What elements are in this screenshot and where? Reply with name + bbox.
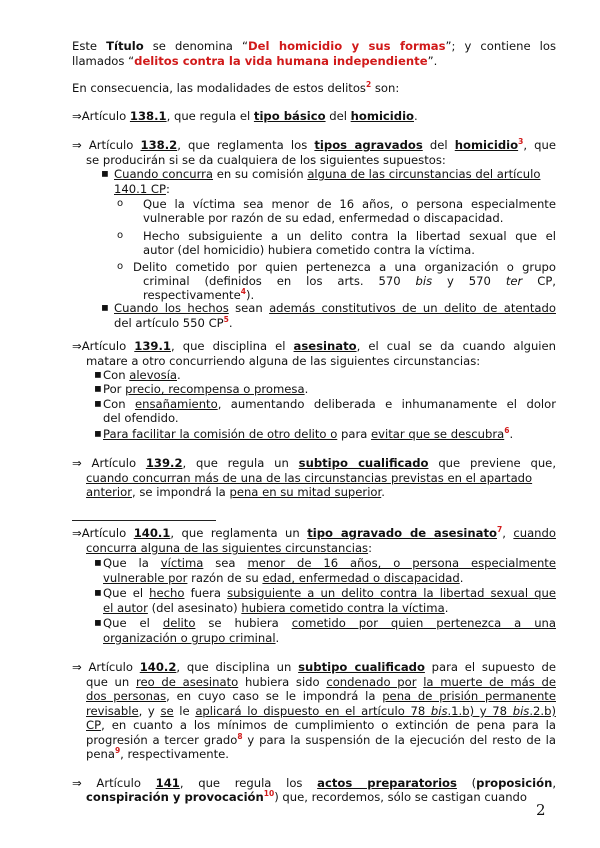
article-ref-140-2: 140.2: [139, 660, 177, 674]
page-number: 2: [536, 801, 546, 819]
arrow-icon: ⇒: [72, 109, 82, 123]
footnote-ref-10[interactable]: 10: [263, 789, 275, 799]
titulo-term: Título: [106, 39, 144, 53]
title-name-highlight: Del homicidio y sus formas: [247, 39, 446, 53]
supuesto-1-line-2: 140.1 CP:: [114, 182, 170, 196]
footnote-ref-2[interactable]: 2: [365, 80, 372, 90]
footnote-ref-3[interactable]: 3: [518, 137, 524, 147]
circunstancia-alevosia: Con alevosía.: [103, 368, 181, 382]
arrow-icon: ⇒: [72, 339, 82, 353]
footnote-ref-8[interactable]: 8: [237, 732, 243, 742]
circunstancia-ensanamiento: Con ensañamiento, aumentando deliberada e inhumanamente el dolor: [103, 397, 556, 411]
article-ref-141: 141: [155, 776, 180, 790]
articulo-140-2-line-4: revisable, y se le aplicará lo dispuesto en el artículo 78 bis.1.b) y 78 bis.2.b): [86, 704, 556, 718]
articulo-141-line: ⇒ Artículo 141, que regula los actos preparatorios (proposición,: [72, 776, 557, 790]
bullet-icon: ▪: [94, 426, 102, 440]
subcase-2-line-1: Hecho subsiguiente a un delito contra la libertad sexual que el: [143, 229, 556, 243]
articulo-140-2-line-5: CP, en cuanto a los mínimos de cumplimiento o extinción de pena para la: [86, 718, 556, 732]
bullet-icon: ▪: [94, 615, 102, 629]
article-ref-138-1: 138.1: [129, 109, 167, 123]
delitos-highlight: delitos contra la vida humana independiente: [134, 54, 428, 68]
article-ref-140-1: 140.1: [133, 526, 171, 540]
articulo-140-2-line-3: dos personas, en cuyo caso se le impondrá la pena de prisión permanente: [86, 689, 556, 703]
article-ref-139-1: 139.1: [134, 339, 171, 353]
subcase-1-line-2: vulnerable por razón de su edad, enfermedad o discapacidad.: [143, 211, 504, 225]
articulo-138-2-line: ⇒ Artículo 138.2, que reglamenta los tipos agravados del homicidio$^3$, que: [72, 137, 556, 152]
arrow-icon: ⇒: [72, 138, 82, 152]
footnote-ref-6[interactable]: 6: [504, 426, 510, 436]
circle-bullet-icon: o: [117, 261, 124, 272]
article-ref-138-2: 138.2: [140, 138, 178, 152]
articulo-139-1-line-2: matare a otro concurriendo alguna de las siguientes circunstancias:: [86, 354, 481, 368]
articulo-139-2-line-2: cuando concurran más de una de las circunstancias previstas en el apartado: [86, 471, 533, 485]
subcase-2-line-2: autor (del homicidio) hubiera cometido contra la víctima.: [143, 243, 475, 257]
footnote-ref-9[interactable]: 9: [114, 746, 121, 756]
articulo-139-2-line: ⇒ Artículo 139.2, que regula un subtipo cualificado que previene que,: [72, 456, 557, 470]
circle-bullet-icon: o: [117, 230, 124, 241]
agravante-1-line-1: Que la víctima sea menor de 16 años, o persona especialmente: [103, 556, 556, 570]
agravante-2-line-1: Que el hecho fuera subsiguiente a un delito contra la libertad sexual que: [103, 586, 556, 600]
articulo-139-1-line: ⇒Artículo 139.1, que disciplina el asesinato, el cual se da cuando alguien: [72, 339, 557, 353]
supuesto-2-line-1: Cuando los hechos sean además constitutivos de un delito de atentado: [114, 301, 556, 315]
bullet-icon: ▪: [94, 585, 102, 599]
articulo-139-2-line-3: anterior, se impondrá la pena en su mitad superior.: [86, 485, 385, 499]
modalidades-line: En consecuencia, las modalidades de estos delitos$^2$ son:: [72, 80, 400, 95]
supuesto-1-line-1: Cuando concurra en su comisión alguna de las circunstancias del artículo: [114, 167, 541, 181]
subcase-3-line-2: criminal (definidos en los arts. 570 bis y 570 ter CP,: [143, 274, 556, 288]
circle-bullet-icon: o: [117, 198, 124, 209]
supuesto-2-line-2: del artículo 550 CP$^5$.: [114, 315, 233, 330]
bullet-icon: ▪: [94, 381, 102, 395]
arrow-icon: ⇒: [72, 660, 82, 674]
intro-line-2: llamados “delitos contra la vida humana independiente”.: [72, 54, 438, 68]
bullet-icon: ▪: [94, 367, 102, 381]
circunstancia-precio: Por precio, recompensa o promesa.: [103, 382, 309, 396]
articulo-140-1-line-2: concurra alguna de las siguientes circunstancias:: [86, 541, 372, 555]
intro-line-1: Este Título se denomina “Del homicidio y sus formas”; y contiene los: [72, 39, 557, 53]
footnote-separator: [72, 520, 216, 521]
footnote-ref-4[interactable]: 4: [240, 287, 246, 297]
bullet-icon: ▪: [94, 555, 102, 569]
bullet-icon: ▪: [101, 300, 109, 314]
footnote-ref-7[interactable]: 7: [496, 525, 503, 535]
articulo-138-1-line: ⇒Artículo 138.1, que regula el tipo básico del homicidio.: [72, 109, 418, 123]
articulo-140-1-line: ⇒Artículo 140.1, que reglamenta un tipo agravado de asesinato$^7$, cuando: [72, 525, 556, 540]
arrow-icon: ⇒: [72, 526, 82, 540]
articulo-140-2-line-6: progresión a tercer grado$^8$ y para la suspensión de la ejecución del resto de la: [86, 732, 556, 747]
agravante-2-line-2: el autor (del asesinato) hubiera cometido contra la víctima.: [103, 601, 449, 615]
bullet-icon: ▪: [94, 396, 102, 410]
articulo-141-line-2: conspiración y provocación$^{10}$) que, recordemos, sólo se castigan cuando: [86, 789, 528, 804]
arrow-icon: ⇒: [72, 776, 82, 790]
circunstancia-facilitar: Para facilitar la comisión de otro delito o para evitar que se descubra$^6$.: [103, 426, 514, 441]
footnote-ref-5[interactable]: 5: [223, 315, 229, 325]
agravante-1-line-2: vulnerable por razón de su edad, enfermedad o discapacidad.: [103, 571, 464, 585]
articulo-140-2-line-2: que un reo de asesinato hubiera sido condenado por la muerte de más de: [86, 675, 556, 689]
article-ref-139-2: 139.2: [145, 456, 183, 470]
subcase-3-line-3: respectivamente$^4$).: [143, 287, 255, 302]
subcase-3-line-1: Delito cometido por quien pertenezca a una organización o grupo: [133, 260, 556, 274]
agravante-3-line-2: organización o grupo criminal.: [103, 631, 280, 645]
subcase-1-line-1: Que la víctima sea menor de 16 años, o persona especialmente: [143, 197, 556, 211]
articulo-140-2-line: ⇒ Artículo 140.2, que disciplina un subtipo cualificado para el supuesto de: [72, 660, 557, 674]
agravante-3-line-1: Que el delito se hubiera cometido por quien pertenezca a una: [103, 616, 556, 630]
arrow-icon: ⇒: [72, 456, 82, 470]
circunstancia-ensanamiento-line-2: del ofendido.: [103, 411, 179, 425]
articulo-138-2-line-2: se producirán si se da cualquiera de los siguientes supuestos:: [86, 153, 446, 167]
bullet-icon: ▪: [101, 166, 109, 180]
articulo-140-2-line-7: pena$^9$, respectivamente.: [86, 746, 229, 761]
